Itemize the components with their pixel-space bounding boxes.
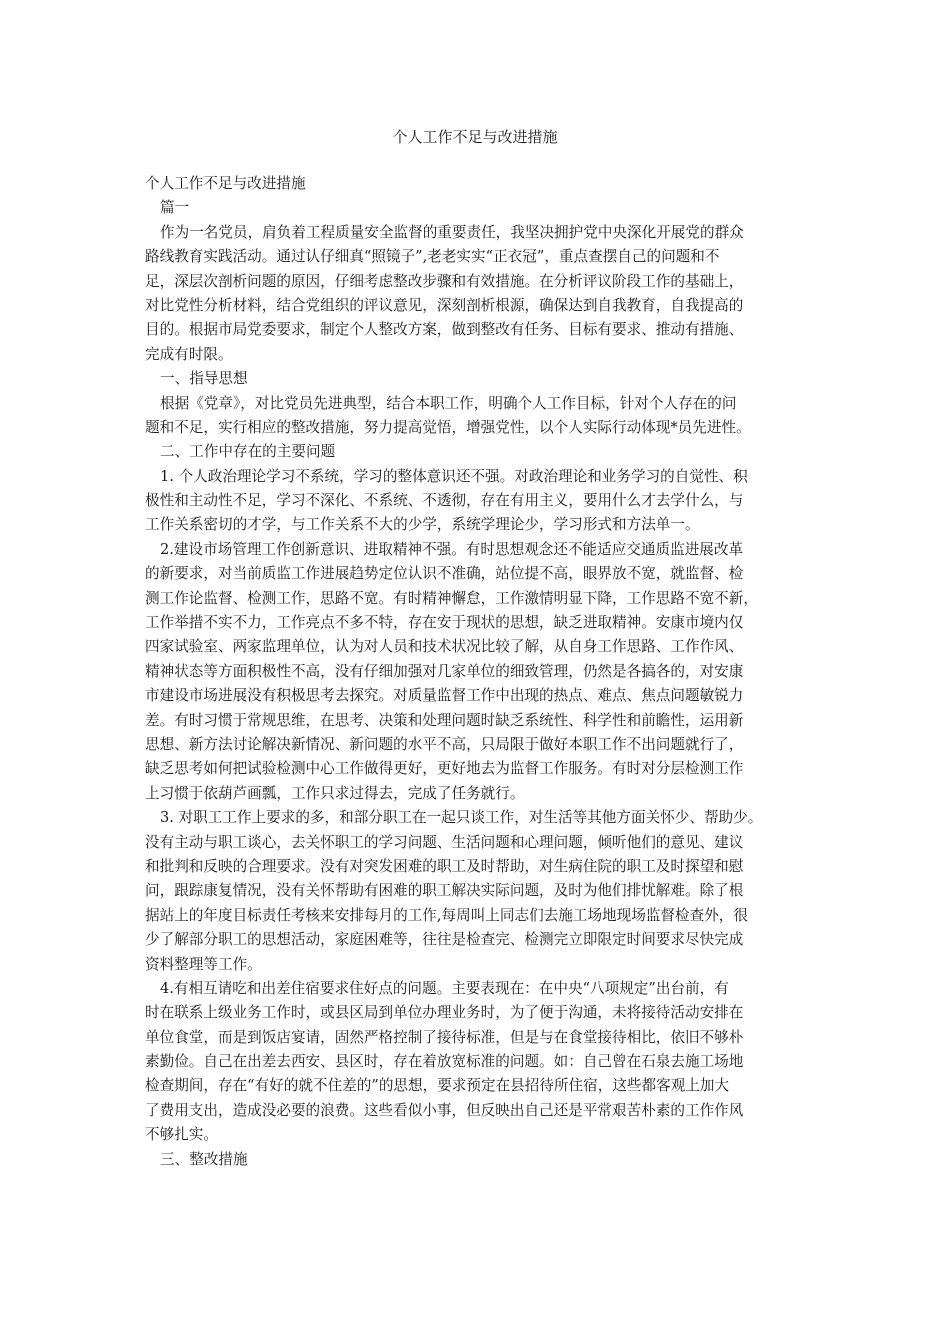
text-line: 差。有时习惯于常规思维，在思考、决策和处理问题时缺乏系统性、科学性和前瞻性，运用新 [145, 711, 744, 729]
text-line: 三、整改措施 [160, 1150, 248, 1168]
text-line: 极性和主动性不足，学习不深化、不系统、不透彻，存在有用主义，要用什么才去学什么，与 [145, 492, 744, 510]
text-line: 了费用支出，造成没必要的浪费。这些看似小事，但反映出自己还是平常艰苦朴素的工作作风 [145, 1101, 744, 1119]
text-line: 3. 对职工工作上要求的多，和部分职工在一起只谈工作，对生活等其他方面关怀少、帮助少。 [160, 809, 763, 827]
text-line: 题和不足，实行相应的整改措施，努力提高觉悟，增强党性，以个人实际行动体现*员先进性。 [145, 418, 751, 436]
text-line: 四家试验室、两家监理单位，认为对人员和技术状况比较了解，从自身工作思路、工作作风、 [145, 638, 744, 656]
text-line: 1. 个人政治理论学习不系统，学习的整体意识还不强。对政治理论和业务学习的自觉性、积 [160, 467, 748, 485]
text-line: 检查期间，存在“有好的就不住差的”的思想，要求预定在县招待所住宿，这些都客观上加大 [145, 1077, 730, 1095]
text-line: 根据《党章》，对比党员先进典型，结合本职工作，明确个人工作目标，针对个人存在的问 [160, 394, 737, 412]
text-line: 没有主动与职工谈心，去关怀职工的学习问题、生活问题和心理问题，倾听他们的意见、建议 [145, 833, 744, 851]
text-line: 对比党性分析材料，结合党组织的评议意见，深刻剖析根源，确保达到自我教育，自我提高的 [145, 296, 744, 314]
document-title: 个人工作不足与改进措施 [392, 128, 558, 146]
text-line: 篇一 [160, 199, 190, 217]
text-line: 精神状态等方面积极性不高，没有仔细加强对几家单位的细致管理，仍然是各搞各的，对安康 [145, 662, 744, 680]
text-line: 完成有时限。 [145, 345, 233, 363]
text-line: 不够扎实。 [145, 1126, 218, 1144]
text-line: 素勤俭。自己在出差去西安、县区时，存在着放宽标准的问题。如：自己曾在石泉去施工场地 [145, 1053, 744, 1071]
text-line: 缺乏思考如何把试验检测中心工作做得更好，更好地去为监督工作服务。有时对分层检测工作 [145, 760, 744, 778]
text-line: 和批判和反映的合理要求。没有对突发困难的职工及时帮助，对生病住院的职工及时探望和慰 [145, 857, 744, 875]
text-line: 时在联系上级业务工作时，或县区局到单位办理业务时，为了便于沟通，未将接待活动安排在 [145, 1004, 744, 1022]
text-line: 上习惯于依葫芦画瓢，工作只求过得去，完成了任务就行。 [145, 784, 525, 802]
text-line: 测工作论监督、检测工作，思路不宽。有时精神懈怠，工作激情明显下降，工作思路不宽不新， [145, 589, 758, 607]
text-line: 作为一名党员，肩负着工程质量安全监督的重要责任，我坚决拥护党中央深化开展党的群众 [160, 223, 744, 241]
text-line: 少了解部分职工的思想活动，家庭困难等，往往是检查完、检测完立即限定时间要求尽快完成 [145, 931, 744, 949]
text-line: 二、工作中存在的主要问题 [160, 443, 336, 461]
text-line: 思想、新方法讨论解决新情况、新问题的水平不高，只局限于做好本职工作不出问题就行了， [145, 735, 744, 753]
text-line: 的新要求，对当前质监工作进展趋势定位认识不准确，站位提不高，眼界放不宽，就监督、检 [145, 565, 744, 583]
document-body [145, 172, 821, 1172]
text-line: 足，深层次剖析问题的原因，仔细考虑整改步骤和有效措施。在分析评议阶段工作的基础上， [145, 272, 744, 290]
text-line: 2.建设市场管理工作创新意识、进取精神不强。有时思想观念还不能适应交通质监进展改革 [160, 540, 744, 558]
text-line: 4.有相互请吃和出差住宿要求住好点的问题。主要表现在：在中央“八项规定”出台前，有 [160, 979, 729, 997]
text-line: 资料整理等工作。 [145, 955, 262, 973]
text-line: 路线教育实践活动。通过认仔细真“照镜子”,老老实实“正衣冠”，重点查摆自己的问题和不 [145, 248, 720, 266]
text-line: 据站上的年度目标责任考核来安排每月的工作,每周叫上同志们去施工场地现场监督检查外，很 [145, 906, 748, 924]
text-line: 个人工作不足与改进措施 [145, 175, 306, 192]
text-line: 市建设市场进展没有积极思考去探究。对质量监督工作中出现的热点、难点、焦点问题敏锐力 [145, 687, 744, 705]
text-line: 问，跟踪康复情况，没有关怀帮助有困难的职工解决实际问题，及时为他们排忧解难。除了根 [145, 882, 744, 900]
text-line: 目的。根据市局党委要求，制定个人整改方案，做到整改有任务、目标有要求、推动有措施、 [145, 321, 744, 339]
text-line: 单位食堂，而是到饭店宴请，固然严格控制了接待标准，但是与在食堂接待相比，依旧不够朴 [145, 1028, 744, 1046]
text-line: 工作举措不实不力，工作亮点不多不特，存在安于现状的思想，缺乏进取精神。安康市境内仅 [145, 614, 744, 632]
text-line: 一、指导思想 [160, 370, 248, 388]
text-line: 工作关系密切的才学，与工作关系不大的少学，系统学理论少，学习形式和方法单一。 [145, 516, 700, 534]
